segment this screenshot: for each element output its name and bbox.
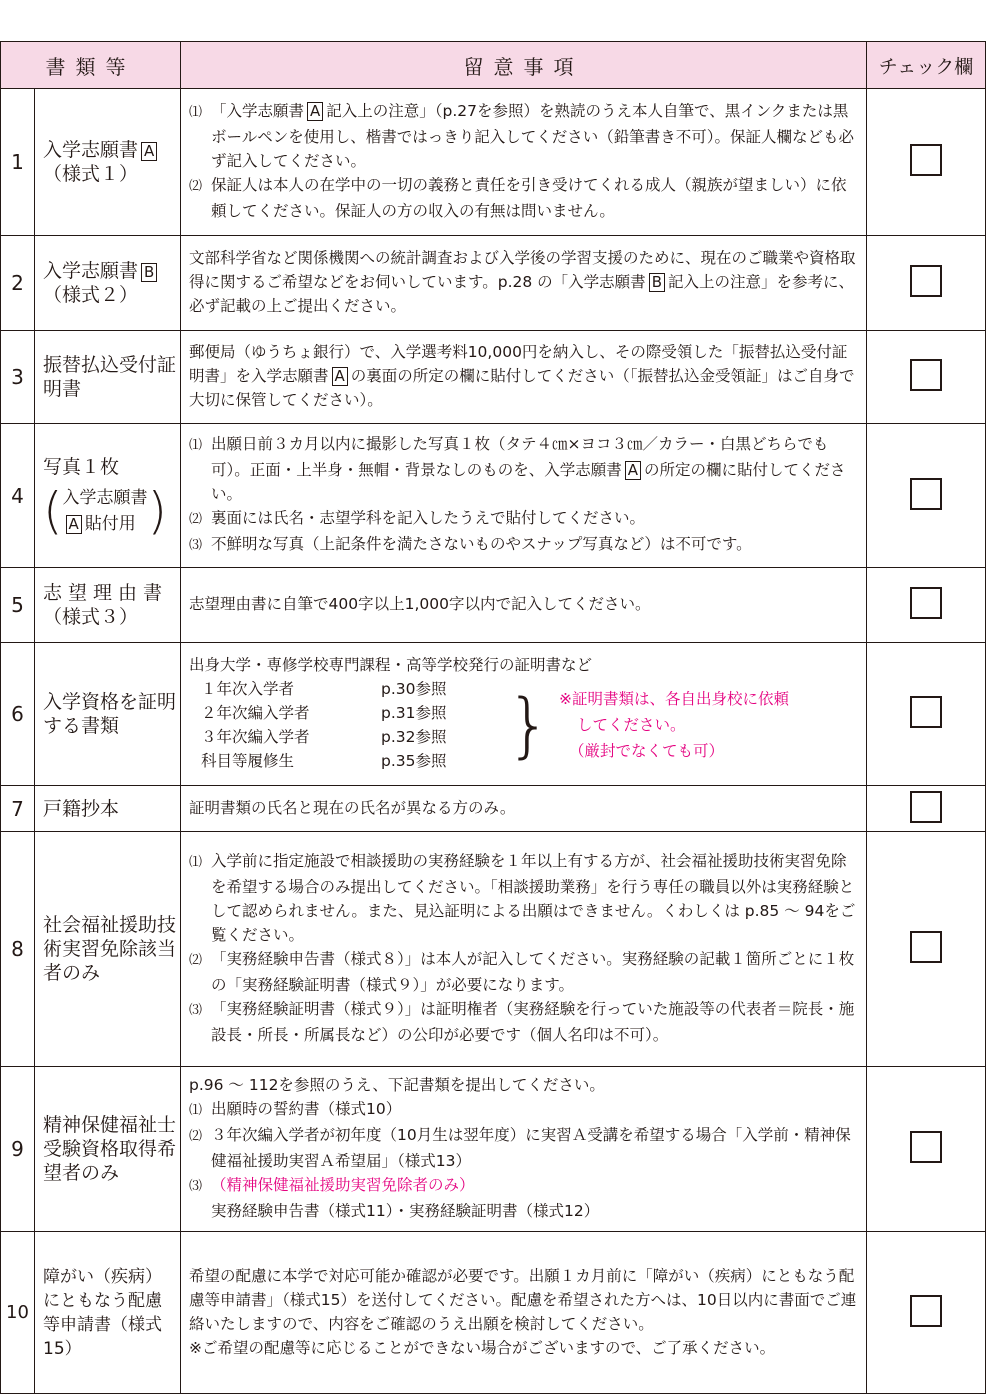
document-name: 障がい（疾病）にともなう配慮等申請書（様式15） <box>35 1232 181 1394</box>
note-text: 保証人は本人の在学中の一切の義務と責任を引き受けてくれる成人（親族が望ましい）に依頼してください。保証人の方の収入の有無は問いません。 <box>211 176 847 220</box>
checkbox[interactable] <box>910 478 942 510</box>
checkbox[interactable] <box>910 1131 942 1163</box>
page-ref: p.35参照 <box>381 752 447 770</box>
note-item <box>189 432 858 506</box>
boxed-letter: B <box>649 273 665 292</box>
item-marker: ⑶ <box>189 1003 203 1018</box>
boxed-letter: A <box>332 367 348 386</box>
requirements-block <box>189 677 858 773</box>
level-label: ３年次編入学者 <box>201 728 310 746</box>
note-text: 希望の配慮に本学で対応可能か確認が必要です。出願１カ月前に「障がい（疾病）にともなう配慮等申請書」（様式15）を送付してください。配慮を希望された方へは、10日以内に書面でご連絡いたしますので、内容をご確認のうえ出願を検討してください。 <box>189 1266 857 1333</box>
note-item <box>189 997 858 1047</box>
document-name: 精神保健福祉士受験資格取得希望者のみ <box>35 1067 181 1232</box>
note-text: ３年次編入学者が初年度（10月生は翌年度）に実習Ａ受講を希望する場合「入学前・精神保健福祉援助実習Ａ希望届」（様式13） <box>211 1126 851 1170</box>
requirements-list <box>189 677 447 773</box>
table-row <box>1 89 986 236</box>
row-number: 9 <box>1 1067 35 1232</box>
item-marker: ⑴ <box>189 855 203 870</box>
notes-cell <box>181 424 867 568</box>
check-cell <box>867 424 986 568</box>
list-item <box>189 725 447 749</box>
level-label: ２年次編入学者 <box>201 704 310 722</box>
document-name: 戸籍抄本 <box>35 786 181 832</box>
notes-cell <box>181 331 867 424</box>
paren-right: ) <box>147 481 168 540</box>
document-name: 振替払込受付証明書 <box>35 331 181 424</box>
check-cell <box>867 786 986 832</box>
boxed-letter: A <box>66 515 82 534</box>
page-ref: p.30参照 <box>381 680 447 698</box>
item-marker: ⑵ <box>189 953 203 968</box>
check-cell <box>867 1067 986 1232</box>
doc-name-text: 入学志願書 <box>43 139 139 161</box>
note-item <box>189 506 858 532</box>
note-line: （厳封でなくても可） <box>569 742 725 760</box>
table-row <box>1 643 986 786</box>
notes-cell <box>181 1067 867 1232</box>
note-text: 「実務経験証明書（様式９）」は証明権者（実務経験を行っていた施設等の代表者＝院長・施設長・所長・所属長など）の公印が必要です（個人名印は不可）。 <box>211 1000 855 1044</box>
notes-cell: 証明書類の氏名と現在の氏名が異なる方のみ。 <box>181 786 867 832</box>
table-row <box>1 331 986 424</box>
note-text: 出身大学・専修学校専門課程・高等学校発行の証明書など <box>189 656 593 674</box>
note-item <box>189 1173 858 1223</box>
checklist-body <box>0 41 986 1394</box>
document-name <box>35 236 181 331</box>
doc-form-number: （様式３） <box>43 606 139 628</box>
header-row-main <box>1 42 986 89</box>
right-brace-icon: } <box>506 684 552 766</box>
item-marker: ⑴ <box>189 1103 203 1118</box>
pink-note <box>559 686 789 764</box>
note-line: ※証明書類は、各自出身校に依頼 <box>559 690 790 708</box>
doc-form-number: （様式２） <box>43 284 139 306</box>
page-ref: p.31参照 <box>381 704 447 722</box>
paren-left: ( <box>43 481 63 540</box>
checkbox[interactable] <box>910 144 942 176</box>
doc-name-text: 入学志願書 <box>43 260 139 282</box>
document-name: 入学資格を証明する書類 <box>35 643 181 786</box>
level-label: １年次入学者 <box>201 680 295 698</box>
note-text: 裏面には氏名・志望学科を記入したうえで貼付してください。 <box>211 508 646 527</box>
note-item <box>189 1097 858 1123</box>
list-item <box>189 749 447 773</box>
row-number: 8 <box>1 832 35 1067</box>
check-cell <box>867 236 986 331</box>
row-number: 5 <box>1 568 35 643</box>
paren-text: 入学志願書 <box>62 487 148 508</box>
pink-note: （精神保健福祉援助実習免除者のみ） <box>211 1176 475 1194</box>
header-documents-main: 書類等 <box>1 42 181 89</box>
row-number: 7 <box>1 786 35 832</box>
item-marker: ⑶ <box>189 537 203 553</box>
list-item <box>189 701 447 725</box>
row-number: 10 <box>1 1232 35 1394</box>
item-marker: ⑶ <box>189 1179 203 1194</box>
page-ref: p.32参照 <box>381 728 447 746</box>
note-item <box>189 849 858 947</box>
note-text: p.96 ～ 112を参照のうえ、下記書類を提出してください。 <box>189 1076 605 1094</box>
table-row <box>1 236 986 331</box>
checkbox[interactable] <box>910 696 942 728</box>
note-item <box>189 173 858 223</box>
table-row <box>1 424 986 568</box>
level-label: 科目等履修生 <box>201 752 295 770</box>
check-cell <box>867 568 986 643</box>
note-text: の所定の欄に貼付してください。 <box>211 460 846 503</box>
list-item <box>189 677 447 701</box>
header-notes-main: 留意事項 <box>181 42 867 89</box>
paren-text: 貼付用 <box>84 513 136 534</box>
paren-note <box>43 481 176 540</box>
check-cell <box>867 643 986 786</box>
note-text: ※ご希望の配慮等に応じることができない場合がございますので、ご了承ください。 <box>189 1338 776 1357</box>
note-text: 入学前に指定施設で相談援助の実務経験を１年以上有する方が、社会福祉援助技術実習免除を希望する場合のみ提出してください。「相談援助業務」を行う専任の職員以外は実務経験として認められません。また、見込証明による出願はできません。くわしくは p.85 ～ 94をご覧ください。 <box>211 852 856 944</box>
table-row <box>1 1232 986 1394</box>
checkbox[interactable] <box>910 359 942 391</box>
table-row <box>1 832 986 1067</box>
checkbox[interactable] <box>910 791 942 823</box>
check-cell <box>867 331 986 424</box>
note-item <box>189 532 858 558</box>
note-item <box>189 99 858 173</box>
boxed-letter: A <box>307 102 323 121</box>
doc-form-number: （様式１） <box>43 163 139 185</box>
notes-cell <box>181 643 867 786</box>
note-text: 「実務経験申告書（様式８）」は本人が記入してください。実務経験の記載１箇所ごとに１枚の「実務経験証明書（様式９）」が必要になります。 <box>211 950 855 994</box>
note-text: 実務経験申告書（様式11）・実務経験証明書（様式12） <box>211 1202 600 1220</box>
header-check-main: チェック欄 <box>867 42 986 89</box>
notes-cell <box>181 89 867 236</box>
boxed-letter: B <box>141 263 157 282</box>
item-marker: ⑵ <box>189 511 203 527</box>
note-text: 郵便局（ゆうちょ銀行）で、入学選考料10,000円を納入し、その際受領した「振替払込受付証明書」を入学志願書 <box>189 343 848 385</box>
checkbox[interactable] <box>910 931 942 963</box>
item-marker: ⑵ <box>189 179 203 194</box>
row-number: 3 <box>1 331 35 424</box>
note-line: してください。 <box>577 716 686 734</box>
table-row <box>1 568 986 643</box>
notes-cell <box>181 832 867 1067</box>
note-text: の裏面の所定の欄に貼付してください（「振替払込金受領証」はご自身で大切に保管してください）。 <box>189 367 855 409</box>
notes-cell <box>181 236 867 331</box>
item-marker: ⑴ <box>189 437 203 453</box>
note-text: 「入学志願書 <box>211 102 305 120</box>
note-text: 出願時の誓約書（様式10） <box>211 1100 402 1118</box>
doc-name-text: 志望理由書 <box>43 582 169 604</box>
checkbox[interactable] <box>910 587 942 619</box>
note-item <box>189 947 858 997</box>
check-cell <box>867 89 986 236</box>
note-text: 文部科学省など関係機関への統計調査および入学後の学習支援のために、現在のご職業や資格取得に関するご希望などをお伺いしています。p.28 の「入学志願書 <box>189 249 856 291</box>
checkbox[interactable] <box>910 1295 942 1327</box>
check-cell <box>867 832 986 1067</box>
boxed-letter: A <box>625 461 641 480</box>
doc-name-text: 写真１枚 <box>43 455 120 478</box>
table-row <box>1 786 986 832</box>
document-name: 社会福祉援助技術実習免除該当者のみ <box>35 832 181 1067</box>
checkbox[interactable] <box>910 265 942 297</box>
note-text: 出願日前３カ月以内に撮影した写真１枚（タテ４㎝×ヨコ３㎝／カラー・白黒どちらでも可）。正面・上半身・無帽・背景なしのものを、入学志願書 <box>211 434 829 479</box>
document-name <box>35 568 181 643</box>
notes-cell: 志望理由書に自筆で400字以上1,000字以内で記入してください。 <box>181 568 867 643</box>
note-text: 記入上の注意」を参考に、必ず記載の上ご提出ください。 <box>189 273 854 315</box>
note-text: 不鮮明な写真（上記条件を満たさないものやスナップ写真など）は不可です。 <box>211 534 752 553</box>
note-text: 記入上の注意」（p.27を参照）を熟読のうえ本人自筆で、黒インクまたは黒ボールペンを使用し、楷書ではっきり記入してください（鉛筆書き不可）。保証人欄なども必ず記入してください。 <box>211 102 854 170</box>
document-name <box>35 424 181 568</box>
row-number: 6 <box>1 643 35 786</box>
row-number: 2 <box>1 236 35 331</box>
row-number: 4 <box>1 424 35 568</box>
row-number: 1 <box>1 89 35 236</box>
item-marker: ⑴ <box>189 105 203 120</box>
table-row <box>1 1067 986 1232</box>
note-item <box>189 1123 858 1173</box>
document-name <box>35 89 181 236</box>
item-marker: ⑵ <box>189 1129 203 1144</box>
notes-cell <box>181 1232 867 1394</box>
boxed-letter: A <box>141 142 157 161</box>
check-cell <box>867 1232 986 1394</box>
